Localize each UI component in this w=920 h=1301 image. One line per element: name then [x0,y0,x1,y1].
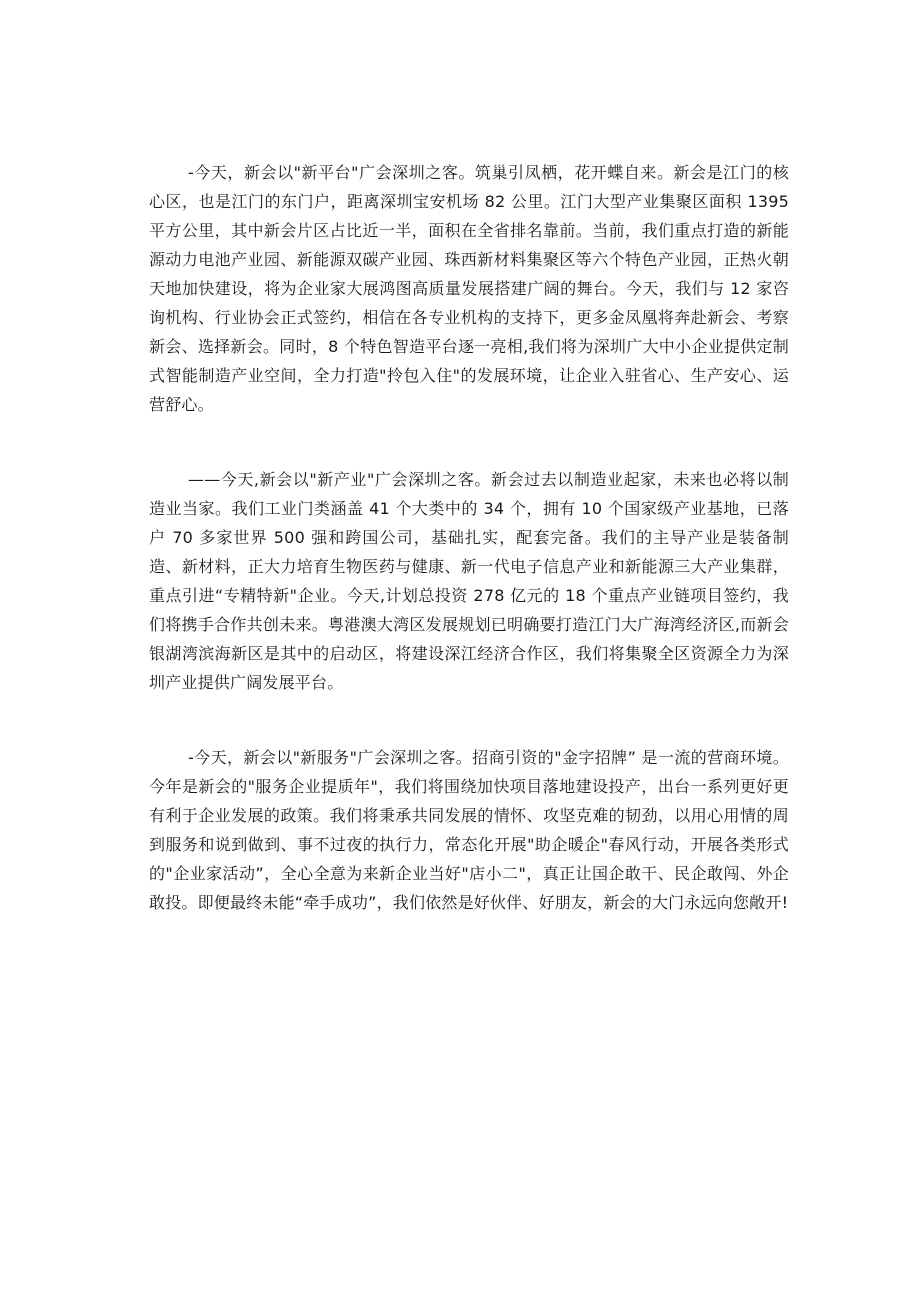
paragraph-new-industry: ——今天,新会以"新产业"广会深圳之客。新会过去以制造业起家，未来也必将以制造业当家。我们工业门类涵盖 41 个大类中的 34 个，拥有 10 个国家级产业基地，已落户 70 多家世界 500 强和跨国公司，基础扎实，配套完备。我们的主导产业是装备制造、新材料，正大力培育生物医药与健康、新一代电子信息产业和新能源三大产业集群，重点引进“专精特新"企业。今天,计划总投资 278 亿元的 18 个重点产业链项目签约，我们将携手合作共创未来。粤港澳大湾区发展规划已明确要打造江门大广海湾经济区,而新会银湖湾滨海新区是其中的启动区，将建设深江经济合作区，我们将集聚全区资源全力为深圳产业提供广阔发展平台。 [149,470,789,692]
paragraph-new-service: -今天，新会以"新服务"广会深圳之客。招商引资的"金字招牌” 是一流的营商环境。今年是新会的"服务企业提质年"，我们将围绕加快项目落地建设投产，出台一系列更好更有利于企业发展的政策。我们将秉承共同发展的情怀、攻坚克难的韧劲，以用心用情的周到服务和说到做到、事不过夜的执行力，常态化开展"助企暖企"春风行动，开展各类形式的"企业家活动”，全心全意为来新企业当好"店小二"，真正让国企敢干、民企敢闯、外企敢投。即便最终未能“牵手成功”，我们依然是好伙伴、好朋友，新会的大门永远向您敞开! [149,748,789,912]
document-page [149,158,789,917]
paragraph-new-platform: -今天，新会以"新平台"广会深圳之客。筑巢引凤栖，花开蝶自来。新会是江门的核心区，也是江门的东门户，距离深圳宝安机场 82 公里。江门大型产业集聚区面积 1395 平方公里，其中新会片区占比近一半，面积在全省排名靠前。当前，我们重点打造的新能源动力电池产业园、新能源双碳产业园、珠西新材料集聚区等六个特色产业园，正热火朝天地加快建设，将为企业家大展鸿图高质量发展搭建广阔的舞台。今天，我们与 12 家咨询机构、行业协会正式签约，相信在各专业机构的支持下，更多金凤凰将奔赴新会、考察新会、选择新会。同时，8 个特色智造平台逐一亮相,我们将为深圳广大中小企业提供定制式智能制造产业空间，全力打造"拎包入住"的发展环境，让企业入驻省心、生产安心、运营舒心。 [149,163,789,414]
